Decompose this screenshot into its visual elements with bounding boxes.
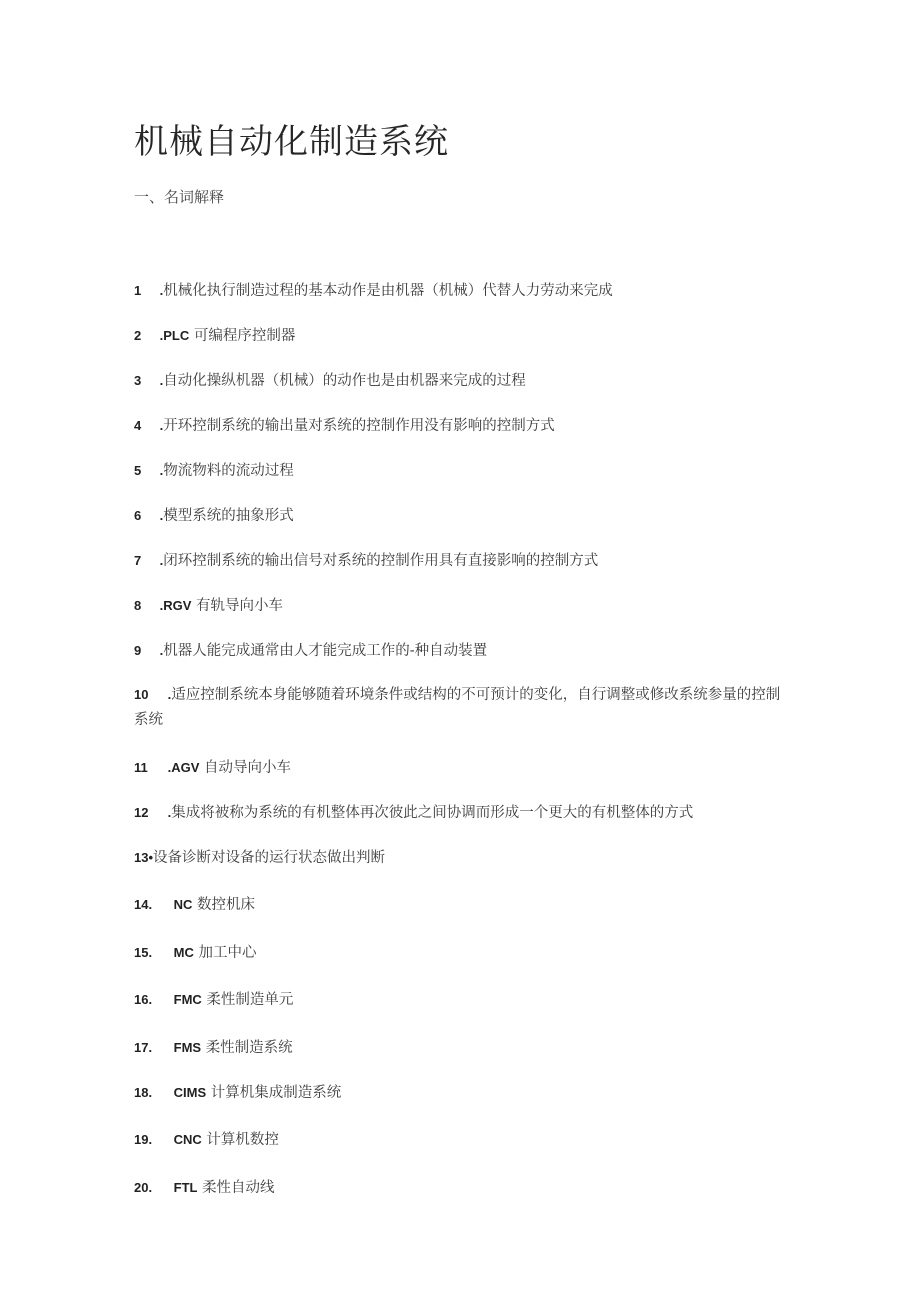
item-term: FMS [173, 1040, 202, 1055]
definition-item [134, 548, 784, 574]
item-number: 2 [134, 328, 142, 343]
item-number: 4 [134, 418, 142, 433]
item-separator: . [156, 328, 164, 343]
item-separator: . [156, 598, 164, 613]
item-description: 有轨导向小车 [196, 598, 284, 614]
item-description: 物流物料的流动过程 [163, 463, 294, 479]
item-number: 18. [134, 1085, 153, 1100]
item-description: 自动化操纵机器（机械）的动作也是由机器来完成的过程 [163, 373, 526, 389]
item-description: 数控机床 [197, 897, 256, 913]
item-separator: • [148, 850, 154, 865]
item-number: 16. [134, 992, 153, 1007]
definition-item [134, 278, 784, 304]
item-number: 9 [134, 643, 142, 658]
definition-item [134, 845, 784, 871]
item-separator: . [156, 553, 164, 568]
definition-item [134, 892, 784, 918]
definition-item [134, 1127, 784, 1153]
definition-item [134, 1175, 784, 1201]
item-number: 6 [134, 508, 142, 523]
item-number: 19. [134, 1132, 153, 1147]
definition-item [134, 593, 784, 619]
definition-item [134, 682, 784, 733]
definition-item [134, 940, 784, 966]
definition-item [134, 755, 784, 781]
item-description: 可编程序控制器 [193, 328, 296, 344]
definition-item [134, 323, 784, 349]
item-number: 13 [134, 850, 149, 865]
item-term: RGV [163, 598, 192, 613]
item-description: 柔性制造单元 [206, 992, 294, 1008]
item-number: 8 [134, 598, 142, 613]
definition-item [134, 413, 784, 439]
item-separator: . [156, 373, 164, 388]
item-term: FTL [173, 1180, 198, 1195]
item-term: CIMS [173, 1085, 207, 1100]
item-description: 集成将被称为系统的有机整体再次彼此之间协调而形成一个更大的有机整体的方式 [171, 805, 694, 821]
item-number: 5 [134, 463, 142, 478]
item-separator: . [164, 687, 172, 702]
item-description: 开环控制系统的输出量对系统的控制作用没有影响的控制方式 [163, 418, 555, 434]
definition-item [134, 638, 784, 664]
item-separator: . [156, 463, 164, 478]
item-number: 20. [134, 1180, 153, 1195]
item-separator: . [156, 283, 164, 298]
item-number: 17. [134, 1040, 153, 1055]
item-separator: . [156, 643, 164, 658]
definition-item [134, 1080, 784, 1106]
definition-item [134, 458, 784, 484]
item-term: NC [173, 897, 193, 912]
item-separator: . [156, 418, 164, 433]
item-separator: . [164, 760, 172, 775]
item-term: MC [173, 945, 194, 960]
item-number: 1 [134, 283, 142, 298]
item-description: 模型系统的抽象形式 [163, 508, 294, 524]
item-number: 10 [134, 687, 149, 702]
item-number: 12 [134, 805, 149, 820]
item-description: 闭环控制系统的输出信号对系统的控制作用具有直接影响的控制方式 [163, 553, 599, 569]
definition-item [134, 368, 784, 394]
item-description: 加工中心 [198, 945, 257, 961]
item-term: PLC [163, 328, 190, 343]
item-term: AGV [171, 760, 200, 775]
item-description: 设备诊断对设备的运行状态做出判断 [153, 850, 386, 866]
item-number: 11 [134, 760, 148, 775]
definition-item [134, 1035, 784, 1061]
definition-item [134, 987, 784, 1013]
item-number: 15. [134, 945, 153, 960]
document-title: 机械自动化制造系统 [134, 122, 449, 162]
item-description: 柔性制造系统 [205, 1040, 293, 1056]
item-number: 7 [134, 553, 142, 568]
section-heading: 一、名词解释 [134, 188, 225, 206]
item-separator: . [156, 508, 164, 523]
item-separator: . [164, 805, 172, 820]
item-description: 机械化执行制造过程的基本动作是由机器（机械）代替人力劳动来完成 [163, 283, 613, 299]
definition-item [134, 503, 784, 529]
definition-item [134, 800, 784, 826]
item-description: 计算机数控 [206, 1132, 279, 1148]
item-description: 自动导向小车 [204, 760, 292, 776]
item-description: 机器人能完成通常由人才能完成工作的-种自动装置 [163, 643, 488, 659]
item-description: 适应控制系统本身能够随着环境条件或结构的不可预计的变化，自行调整或修改系统参量的控制系统 [134, 687, 781, 728]
item-description: 柔性自动线 [202, 1180, 275, 1196]
item-number: 14. [134, 897, 153, 912]
item-term: CNC [173, 1132, 202, 1147]
item-term: FMC [173, 992, 202, 1007]
item-number: 3 [134, 373, 142, 388]
item-description: 计算机集成制造系统 [210, 1085, 342, 1101]
